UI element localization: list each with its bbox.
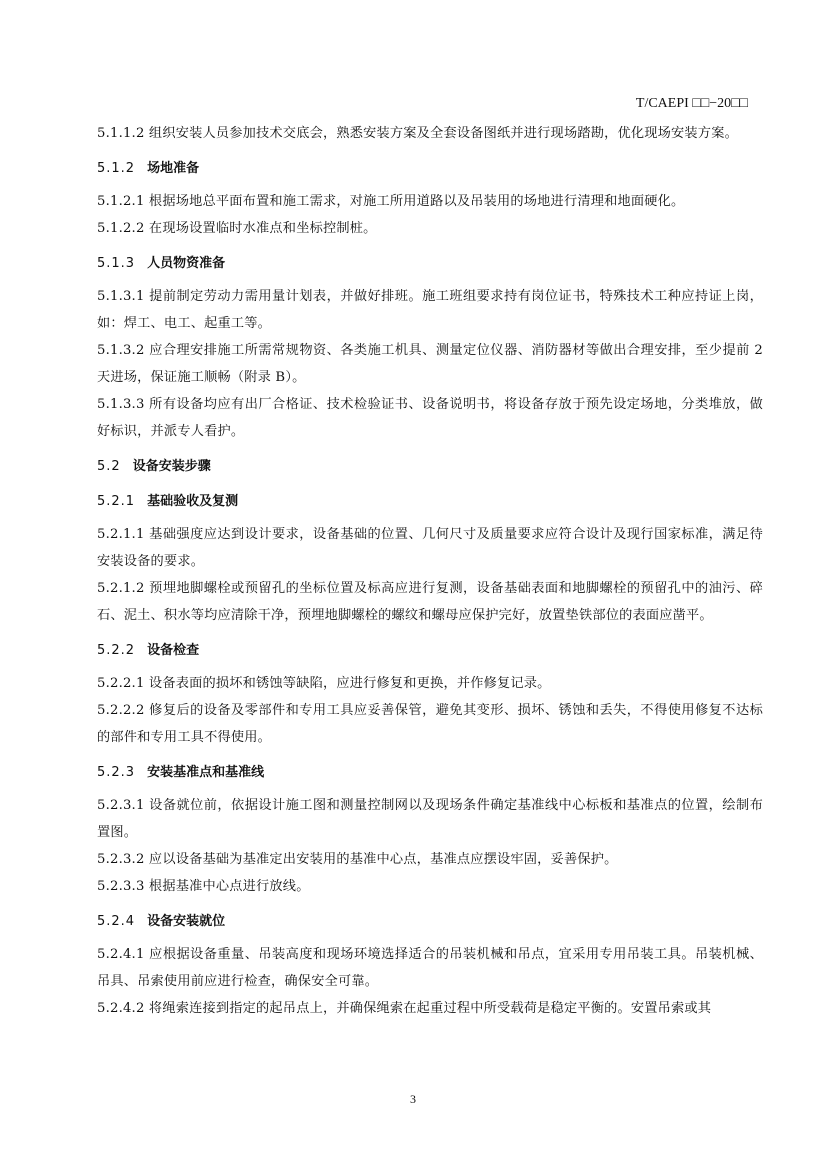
clause-paragraph: 5.2.4.2 将绳索连接到指定的起吊点上，并确保绳索在起重过程中所受载荷是稳定平衡的。安置吊索或其 — [97, 1001, 712, 1016]
section-heading — [97, 155, 763, 182]
section-number: 5.1.2 — [97, 161, 136, 176]
section-title: 设备检查 — [147, 643, 200, 658]
clause-paragraph: 5.2.3.1 设备就位前，依据设计施工图和测量控制网以及现场条件确定基准线中心标板和基准点的位置，绘制布置图。 — [97, 798, 763, 840]
section-number: 5.1.3 — [97, 256, 136, 271]
section-title: 基础验收及复测 — [147, 494, 239, 509]
clause-paragraph: 5.2.2.1 设备表面的损坏和锈蚀等缺陷，应进行修复和更换，并作修复记录。 — [97, 676, 551, 691]
section-title: 场地准备 — [147, 161, 200, 176]
section-heading — [97, 759, 763, 786]
clause-paragraph: 5.2.1.1 基础强度应达到设计要求，设备基础的位置、几何尺寸及质量要求应符合设计及现行国家标准，满足待安装设备的要求。 — [97, 527, 763, 569]
clause-paragraph: 5.2.4.1 应根据设备重量、吊装高度和现场环境选择适合的吊装机械和吊点，宜采用专用吊装工具。吊装机械、吊具、吊索使用前应进行检查，确保安全可靠。 — [97, 947, 763, 989]
document-code: T/CAEPI □□−20□□ — [635, 96, 748, 111]
section-heading — [97, 637, 763, 664]
section-number: 5.2.4 — [97, 914, 136, 929]
clause-paragraph: 5.1.3.2 应合理安排施工所需常规物资、各类施工机具、测量定位仪器、消防器材等做出合理安排，至少提前 2 天进场，保证施工顺畅（附录 B）。 — [97, 343, 763, 385]
clause-paragraph: 5.2.2.2 修复后的设备及零部件和专用工具应妥善保管，避免其变形、损坏、锈蚀和丢失，不得使用修复不达标的部件和专用工具不得使用。 — [97, 703, 763, 745]
clause-paragraph: 5.1.3.3 所有设备均应有出厂合格证、技术检验证书、设备说明书，将设备存放于预先设定场地，分类堆放，做好标识，并派专人看护。 — [97, 397, 763, 439]
section-number: 5.2.1 — [97, 494, 136, 509]
clause-paragraph: 5.1.1.2 组织安装人员参加技术交底会，熟悉安装方案及全套设备图纸并进行现场踏勘，优化现场安装方案。 — [97, 126, 738, 141]
section-number: 5.2 — [97, 459, 121, 474]
section-title: 设备安装步骤 — [132, 459, 211, 474]
clause-paragraph: 5.2.1.2 预埋地脚螺栓或预留孔的坐标位置及标高应进行复测，设备基础表面和地脚螺栓的预留孔中的油污、碎石、泥土、积水等均应清除干净，预埋地脚螺栓的螺纹和螺母应保护完好，放置垫铁部位的表面应凿平。 — [97, 581, 763, 623]
clause-paragraph: 5.1.2.2 在现场设置临时水准点和坐标控制桩。 — [97, 221, 377, 236]
clause-paragraph: 5.2.3.2 应以设备基础为基准定出安装用的基准中心点，基准点应摆设牢固，妥善保护。 — [97, 852, 618, 867]
section-title: 人员物资准备 — [147, 256, 226, 271]
section-title: 安装基准点和基准线 — [147, 765, 265, 780]
section-title: 设备安装就位 — [147, 914, 226, 929]
page-number: 3 — [410, 1092, 416, 1106]
section-heading — [97, 250, 763, 277]
section-number: 5.2.2 — [97, 643, 136, 658]
document-body — [97, 120, 763, 1022]
section-number: 5.2.3 — [97, 765, 136, 780]
clause-paragraph: 5.1.3.1 提前制定劳动力需用量计划表，并做好排班。施工班组要求持有岗位证书，特殊技术工种应持证上岗，如：焊工、电工、起重工等。 — [97, 289, 763, 331]
clause-paragraph: 5.2.3.3 根据基准中心点进行放线。 — [97, 879, 310, 894]
clause-paragraph: 5.1.2.1 根据场地总平面布置和施工需求，对施工所用道路以及吊装用的场地进行清理和地面硬化。 — [97, 194, 685, 209]
section-heading — [97, 453, 763, 480]
section-heading — [97, 488, 763, 515]
section-heading — [97, 908, 763, 935]
